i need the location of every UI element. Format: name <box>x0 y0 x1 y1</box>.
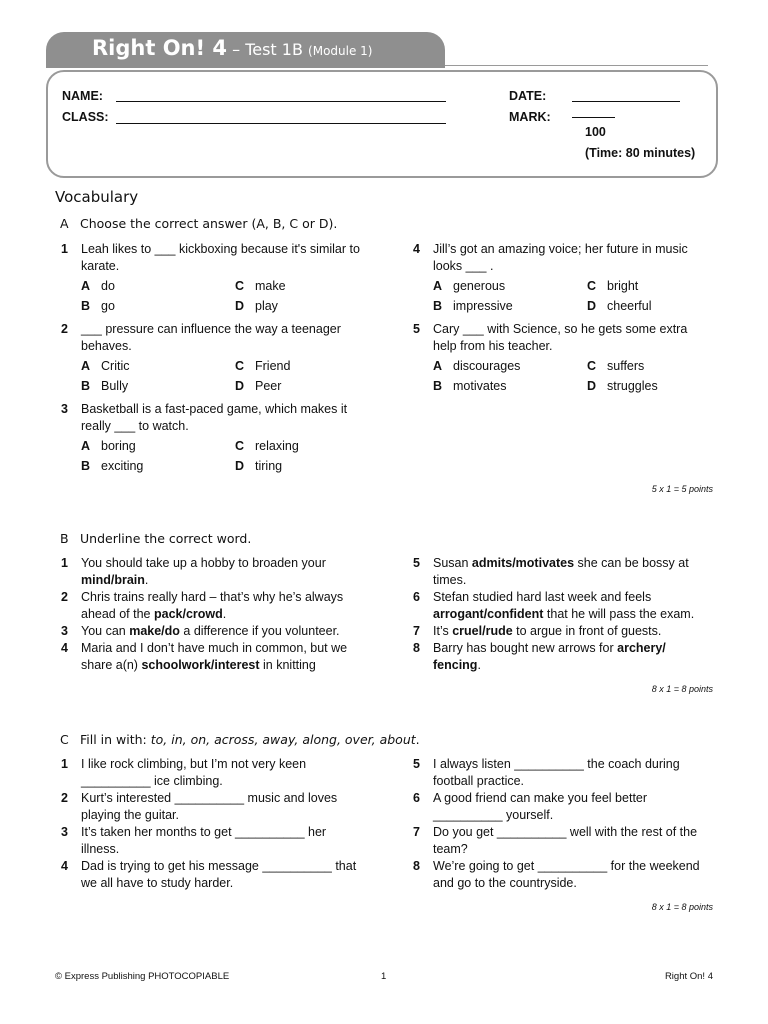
item-b5 <box>413 555 713 589</box>
part-b-instruction <box>60 531 251 546</box>
part-c-letter: C <box>60 732 69 747</box>
option-b[interactable]: B motivates <box>433 379 507 393</box>
item-c4[interactable] <box>61 858 361 892</box>
item-text: . <box>222 607 227 621</box>
item-text: Do you get __________ well with the rest of the team? <box>433 825 698 856</box>
item-text: Maria and I don’t have much in common, but we share a(n) <box>81 641 348 672</box>
item-b7 <box>413 623 713 640</box>
section-title: Vocabulary <box>55 188 139 206</box>
part-c-instruction-suffix: . <box>415 732 420 747</box>
option-d[interactable]: D Peer <box>235 379 282 393</box>
option-d[interactable]: D tiring <box>235 459 283 473</box>
item-text: Stefan studied hard last week and feels <box>433 590 652 604</box>
item-number: 1 <box>61 757 68 771</box>
item-text: I like rock climbing, but I’m not very keen __________ ice climbing. <box>81 757 307 788</box>
word-choice[interactable]: make/do <box>129 624 180 638</box>
option-b[interactable]: B go <box>81 299 115 313</box>
item-b6 <box>413 589 713 623</box>
item-b2 <box>61 589 361 623</box>
word-choice[interactable]: arrogant/confident <box>433 607 544 621</box>
question-a5 <box>413 321 713 395</box>
item-c8[interactable] <box>413 858 713 892</box>
question-number: 5 <box>413 322 420 336</box>
question-text: ___ pressure can influence the way a teenager behaves. <box>81 322 341 353</box>
mark-label: MARK: <box>509 110 551 124</box>
word-choice[interactable]: archery/ fencing <box>433 641 666 672</box>
mark-field[interactable] <box>572 117 615 118</box>
item-text: It’s <box>433 624 453 638</box>
part-a-letter: A <box>60 216 69 231</box>
item-number: 4 <box>61 641 68 655</box>
item-number: 2 <box>61 791 68 805</box>
option-c[interactable]: C make <box>235 279 286 293</box>
option-a[interactable]: A do <box>81 279 115 293</box>
question-text: Leah likes to ___ kickboxing because it's similar to karate. <box>81 242 360 273</box>
item-text: I always listen __________ the coach during football practice. <box>433 757 680 788</box>
item-number: 3 <box>61 825 68 839</box>
question-text: Jill’s got an amazing voice; her future in music looks ___ . <box>433 242 688 273</box>
part-b-points: 8 x 1 = 8 points <box>651 684 713 694</box>
item-text: Dad is trying to get his message __________ that we all have to study harder. <box>81 859 357 890</box>
option-a[interactable]: A boring <box>81 439 136 453</box>
item-text: to argue in front of guests. <box>512 624 662 638</box>
option-b[interactable]: B impressive <box>433 299 513 313</box>
item-c3[interactable] <box>61 824 361 858</box>
item-text: Susan <box>433 556 472 570</box>
part-c-instruction <box>60 732 420 747</box>
class-field[interactable] <box>116 123 446 124</box>
item-text: . <box>477 658 481 672</box>
option-c[interactable]: C relaxing <box>235 439 299 453</box>
word-choice[interactable]: admits/motivates <box>471 556 575 570</box>
header-rule <box>445 65 708 66</box>
part-c-word-bank: to, in, on, across, away, along, over, about <box>150 732 416 747</box>
question-number: 2 <box>61 322 68 336</box>
part-a-instruction <box>60 216 337 231</box>
word-choice[interactable]: pack/crowd <box>153 607 223 621</box>
item-text: Barry has bought new arrows for <box>433 641 618 655</box>
test-title <box>92 36 372 60</box>
item-b1 <box>61 555 361 589</box>
item-number: 2 <box>61 590 68 604</box>
item-text: It’s taken her months to get __________ her illness. <box>81 825 327 856</box>
footer-book-title: Right On! 4 <box>664 971 713 982</box>
item-text: she can be bossy at times. <box>433 556 689 587</box>
item-number: 5 <box>413 757 420 771</box>
word-choice[interactable]: schoolwork/interest <box>141 658 260 672</box>
option-c[interactable]: C suffers <box>587 359 645 373</box>
date-label: DATE: <box>509 89 547 103</box>
item-c2[interactable] <box>61 790 361 824</box>
part-a-points: 5 x 1 = 5 points <box>651 484 713 494</box>
item-text: in knitting <box>259 658 316 672</box>
item-b3 <box>61 623 361 640</box>
title-mid: – Test 1B <box>227 40 303 59</box>
item-number: 7 <box>413 624 420 638</box>
item-number: 1 <box>61 556 68 570</box>
item-c1[interactable] <box>61 756 361 790</box>
option-a[interactable]: A discourages <box>433 359 521 373</box>
item-number: 7 <box>413 825 420 839</box>
question-a4 <box>413 241 713 315</box>
part-c-points: 8 x 1 = 8 points <box>651 902 713 912</box>
part-c-instruction-prefix: Fill in with: <box>80 732 151 747</box>
question-number: 4 <box>413 242 420 256</box>
question-number: 3 <box>61 402 68 416</box>
part-b-instruction-text: Underline the correct word. <box>80 531 252 546</box>
option-d[interactable]: D play <box>235 299 278 313</box>
footer-page-number: 1 <box>381 971 387 982</box>
option-b[interactable]: B exciting <box>81 459 144 473</box>
word-choice[interactable]: cruel/rude <box>452 624 513 638</box>
item-text: Kurt’s interested __________ music and loves playing the guitar. <box>81 791 338 822</box>
class-label: CLASS: <box>62 110 109 124</box>
item-number: 8 <box>413 641 420 655</box>
question-a2 <box>61 321 361 395</box>
question-text: Basketball is a fast-paced game, which makes it really ___ to watch. <box>81 402 348 433</box>
option-b[interactable]: B Bully <box>81 379 129 393</box>
date-field[interactable] <box>572 101 680 102</box>
question-text: Cary ___ with Science, so he gets some extra help from his teacher. <box>433 322 688 353</box>
option-d[interactable]: D struggles <box>587 379 658 393</box>
option-a[interactable]: A generous <box>433 279 506 293</box>
option-d[interactable]: D cheerful <box>587 299 652 313</box>
question-a3 <box>61 401 361 475</box>
footer-copyright: © Express Publishing PHOTOCOPIABLE <box>55 971 230 982</box>
item-text: that he will pass the exam. <box>543 607 695 621</box>
student-info-box <box>46 70 718 178</box>
item-c6[interactable] <box>413 790 713 824</box>
word-choice[interactable]: mind/brain <box>81 573 145 587</box>
name-label: NAME: <box>62 89 103 103</box>
item-text: We’re going to get __________ for the weekend and go to the countryside. <box>433 859 700 890</box>
item-number: 6 <box>413 791 420 805</box>
question-a1 <box>61 241 361 315</box>
item-text: Chris trains really hard – that’s why he’s always ahead of the <box>81 590 344 621</box>
part-a-instruction-text: Choose the correct answer (A, B, C or D). <box>80 216 338 231</box>
title-bold: Right On! 4 <box>92 36 228 60</box>
mark-total: 100 <box>585 125 606 139</box>
item-text: A good friend can make you feel better __________ yourself. <box>433 791 648 822</box>
item-number: 5 <box>413 556 420 570</box>
option-a[interactable]: A Critic <box>81 359 130 373</box>
item-b4 <box>61 640 361 674</box>
item-c7[interactable] <box>413 824 713 858</box>
item-text: You should take up a hobby to broaden your <box>81 556 326 570</box>
option-c[interactable]: C Friend <box>235 359 291 373</box>
item-number: 6 <box>413 590 420 604</box>
question-number: 1 <box>61 242 68 256</box>
item-number: 8 <box>413 859 420 873</box>
item-c5[interactable] <box>413 756 713 790</box>
item-text: a difference if you volunteer. <box>179 624 340 638</box>
part-b-letter: B <box>60 531 69 546</box>
title-small: (Module 1) <box>308 44 373 58</box>
time-limit: (Time: 80 minutes) <box>585 146 696 160</box>
option-c[interactable]: C bright <box>587 279 639 293</box>
item-b8 <box>413 640 713 674</box>
item-number: 3 <box>61 624 68 638</box>
item-number: 4 <box>61 859 68 873</box>
item-text: You can <box>81 624 130 638</box>
item-text: . <box>144 573 149 587</box>
name-field[interactable] <box>116 101 446 102</box>
